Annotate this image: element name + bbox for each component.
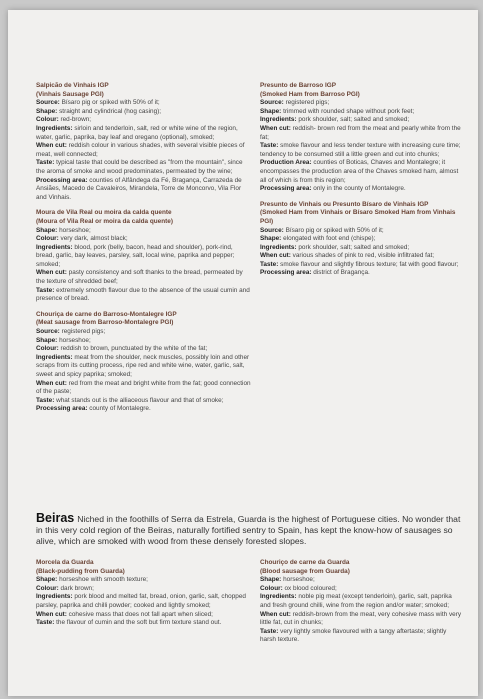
field-value: reddish to brown, punctuated by the white of the fat; [60,345,208,353]
field-value: the flavour of cumin and the soft but firm texture stand out. [56,619,222,627]
entry-field [260,99,462,108]
entry-field [36,269,251,286]
field-value: horseshoe; [59,336,91,344]
field-value: ox blood coloured; [284,584,337,592]
field-label: Colour: [36,345,59,353]
entry-field [260,116,462,125]
beiras-heading: Beiras [36,511,75,525]
entry-field [36,244,251,270]
field-value: extremely smooth flavour due to the absence of the usual cumin and presence of bread. [36,286,250,303]
field-value: what stands out is the alliaceous flavour and that of smoke; [56,396,224,404]
entry-field [260,252,462,261]
field-label: Taste: [36,619,55,627]
product-entry [260,201,462,278]
entry-subtitle: (Smoked Ham from Vinhais or Bísaro Smoked Ham from Vinhais PGI) [260,209,456,225]
entry-subtitle: (Vinhais Sausage PGI) [36,90,104,98]
entry-subtitle: (Black-pudding from Guarda) [36,567,125,575]
entry-field [260,585,462,594]
product-entry [36,559,251,628]
entry-field [260,142,462,159]
field-label: Shape: [36,576,58,584]
entry-field [36,354,251,380]
product-entry [260,559,462,645]
entry-field [260,269,462,278]
field-value: county of Montalegre. [89,405,151,413]
field-value: red-brown; [60,116,92,124]
field-value: only in the county of Montalegre. [313,185,406,193]
product-entry [36,209,251,304]
field-value: district of Bragança. [313,269,370,277]
field-label: Ingredients: [36,593,73,601]
document-page [8,10,478,696]
field-label: Processing area: [36,405,88,413]
field-label: Ingredients: [260,243,297,251]
field-value: counties of Boticas, Chaves and Montalegre; it encompasses the production area of the Chaves smoked ham, almost all of which is from this region; [260,159,459,184]
field-label: Processing area: [36,176,88,184]
field-label: When cut: [36,142,67,150]
field-value: horseshoe; [59,226,91,234]
entry-field [260,628,462,645]
field-label: Shape: [260,235,282,243]
field-label: Ingredients: [260,116,297,124]
entry-title: Presunto de Barroso IGP [260,82,336,89]
entry-field [260,611,462,628]
field-label: Taste: [260,627,279,635]
beiras-intro [36,513,464,547]
field-value: very dark, almost black; [60,235,128,243]
field-label: Colour: [36,116,59,124]
field-value: red from the meat and bright white from the fat; good connection of the paste; [36,379,251,396]
field-label: Colour: [36,235,59,243]
field-value: typical taste that could be described as "from the mountain", since the aroma of smoke and wood predominates, permeated by the wine; [36,159,243,175]
field-label: When cut: [260,124,291,132]
entry-field [260,576,462,585]
entry-field [36,108,251,117]
field-label: Source: [36,328,60,336]
entry-field [260,261,462,270]
field-label: Ingredients: [260,593,297,601]
field-value: horseshoe; [283,576,315,584]
field-label: Source: [36,99,60,107]
entry-field [36,611,251,620]
entry-field [36,142,251,159]
entry-field [260,593,462,610]
entry-field [260,108,462,117]
field-value: reddish- brown red from the meat and pearly white from the fat; [260,124,461,141]
field-value: noble pig meat (except tenderloin), garlic, salt, paprika and fresh ground chilli, wine from the region and/or water; smoked; [260,593,452,609]
entry-field [36,576,251,585]
field-label: Colour: [36,584,59,592]
entry-field [36,380,251,397]
field-value: pork shoulder, salt; salted and smoked; [298,116,410,124]
field-value: dark brown; [60,584,94,592]
entry-field [36,593,251,610]
entry-field [36,397,251,406]
field-value: Bísaro pig or spiked with 50% of it; [61,99,160,107]
entry-field [36,328,251,337]
entry-title: Chouriço de carne da Guarda [260,559,350,566]
field-value: Bísaro pig or spiked with 50% of it; [285,226,384,234]
entry-title: Morcela da Guarda [36,559,94,566]
field-value: counties of Alfândega da Fé, Bragança, Carrazeda de Ansiães, Macedo de Cavaleiros, Mirandela, Torre de Moncorvo, Vila Flor and Vinhais. [36,176,242,201]
field-label: When cut: [36,379,67,387]
field-value: meat from the shoulder, neck muscles, possibly loin and other scraps from its cutting process, ripe red and white wine, water, garlic, salt, sweet and spicy paprika; smoked; [36,353,250,378]
entry-field [36,99,251,108]
entry-subtitle: (Moura of Vila Real or moira da calda quente) [36,217,173,225]
field-value: smoke flavour and less tender texture with increasing cure time; tendency to be consumed still a little green and cut into chunks; [260,142,461,158]
field-value: straight and cylindrical (hog casing); [59,107,162,115]
field-label: Shape: [36,226,58,234]
field-value: pasty consistency and soft thanks to the bread, permeated by the texture of shredded beef; [36,269,243,286]
field-label: Source: [260,226,284,234]
entry-field [260,185,462,194]
entry-field [36,337,251,346]
entry-field [36,159,251,176]
field-label: When cut: [260,610,291,618]
product-entry [260,82,462,194]
field-label: Shape: [36,336,58,344]
product-entry [36,82,251,202]
entry-subtitle: (Smoked Ham from Barroso PGI) [260,90,360,98]
entry-title: Moura de Vila Real ou moira da calda quente [36,209,172,217]
field-value: very lightly smoke flavoured with a tangy aftertaste; slightly harsh texture. [260,627,447,644]
field-label: Processing area: [260,185,312,193]
entry-field [36,227,251,236]
field-value: blood, pork (belly, bacon, head and shoulder), pork-rind, bread, garlic, bay leaves, parsley, salt, local wine, paprika and pepper; smoked; [36,243,235,268]
field-label: Processing area: [260,269,312,277]
field-label: Ingredients: [36,353,73,361]
field-label: Source: [260,99,284,107]
field-label: Production Area: [260,159,312,167]
field-value: cohesive mass that does not fall apart when sliced; [68,610,213,618]
beiras-left-column [36,559,251,635]
field-label: Taste: [260,142,279,150]
entry-field [36,116,251,125]
field-label: Taste: [36,286,55,294]
field-value: various shades of pink to red, visible infiltrated fat; [292,252,435,260]
field-label: When cut: [260,252,291,260]
entry-title: Salpicão de Vinhais IGP [36,82,109,89]
entry-field [36,287,251,304]
entry-field [260,125,462,142]
field-label: Taste: [36,159,55,167]
left-column [36,82,251,421]
entry-field [260,227,462,236]
field-value: trimmed with rounded shape without pork feet; [283,107,415,115]
beiras-text: Niched in the foothills of Serra da Estrela, Guarda is the highest of Portuguese cities. No wonder that in this very cold region of the Beiras, naturally fortified sentry to Spain, has kept the know-how of sausages so alive, which are smoked with wood from these densely forested slopes. [36,514,461,546]
field-label: Shape: [260,576,282,584]
entry-title: Chouriça de carne do Barroso-Montalegre IGP [36,310,177,318]
field-value: pork blood and melted fat, bread, onion, garlic, salt, chopped parsley, paprika and chilli powder; cooked and lightly smoked; [36,593,246,609]
field-label: Taste: [260,260,279,268]
entry-field [36,585,251,594]
field-label: Ingredients: [36,124,73,132]
field-label: Colour: [260,584,283,592]
field-label: Shape: [260,107,282,115]
entry-field [36,619,251,628]
field-value: elongated with foot end (chispe); [283,235,376,243]
entry-title: Presunto de Vinhais ou Presunto Bísaro de Vinhais IGP [260,200,429,208]
field-value: registered pigs; [61,328,106,336]
field-value: horseshoe with smooth texture; [59,576,148,584]
entry-subtitle: (Meat sausage from Barroso-Montalegre PGI) [36,319,174,327]
entry-field [36,345,251,354]
entry-field [36,177,251,203]
field-value: reddish colour in various shades, with several visible pieces of meat, well connected; [36,142,245,158]
field-label: When cut: [36,269,67,277]
beiras-right-column [260,559,462,652]
entry-field [36,125,251,142]
field-label: Taste: [36,396,55,404]
entry-field [260,235,462,244]
field-value: reddish-brown from the meat, very cohesive mass with very little fat, cut in chunks; [260,610,462,627]
field-value: pork shoulder, salt; salted and smoked; [298,243,410,251]
entry-field [260,159,462,185]
field-value: sirloin and tenderloin, salt, red or white wine of the region, water, garlic, paprika, bay leaf and oregano (optional), smoked; [36,124,238,141]
field-value: smoke flavour and slightly fibrous texture; fat with good flavour; [280,260,459,268]
entry-field [36,405,251,414]
right-column [260,82,462,285]
entry-field [260,244,462,253]
entry-subtitle: (Blood sausage from Guarda) [260,567,350,575]
field-label: Ingredients: [36,243,73,251]
field-label: Shape: [36,107,58,115]
product-entry [36,311,251,414]
entry-field [36,235,251,244]
field-value: registered pigs; [285,99,330,107]
field-label: When cut: [36,610,67,618]
